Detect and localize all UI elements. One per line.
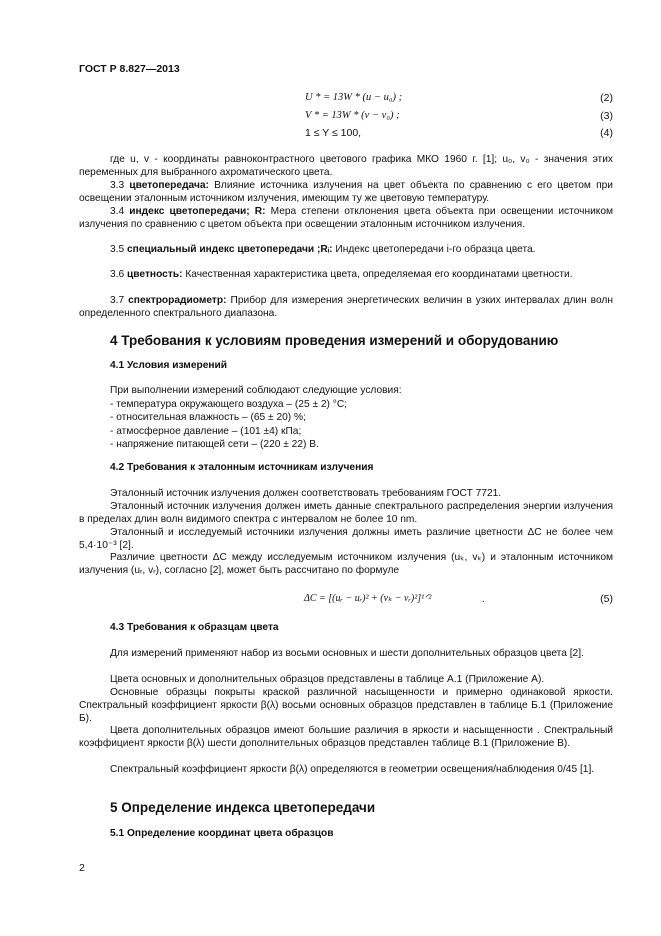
formula-5: ΔC = [(uᵣ − uᵣ)² + (vₖ − vᵣ)²]¹ᐟ² (304, 593, 432, 604)
section-4-heading: 4 Требования к условиям проведения измерений и оборудованию (110, 333, 559, 348)
definition-term: индекс цветопередачи; R: (129, 206, 266, 217)
page-number: 2 (79, 862, 85, 874)
paragraph-4-2-3: Эталонный и исследуемый источники излучения должны иметь различие цветности ΔC не более чем 5,4·10⁻³ [2]. (79, 527, 613, 551)
list-item: - напряжение питающей сети – (220 ± 22) В. (110, 439, 319, 451)
paragraph-where: где u, v - координаты равноконтрастного цветового графика МКО 1960 г. [1]; u₀, v₀ - значения этих переменных для выбранного ахроматического цвета. (79, 154, 613, 178)
formula-3: V * = 13W * (v − v₀) ; (305, 110, 400, 121)
section-5-heading: 5 Определение индекса цветопередачи (110, 800, 376, 815)
definition-3-4: 3.4 индекс цветопередачи; R: Мера степени отклонения цвета объекта при освещении источником излучения по сравнению с цветом объекта при освещении эталонным источником излучения. (79, 206, 613, 230)
document-header: ГОСТ Р 8.827—2013 (79, 63, 180, 75)
formula-5-number: (5) (600, 593, 613, 605)
formula-4-number: (4) (600, 127, 613, 139)
formula-5-dot: . (482, 593, 485, 605)
formula-3-number: (3) (600, 110, 613, 122)
formula-4: 1 ≤ Y ≤ 100, (305, 127, 362, 139)
section-4-2-heading: 4.2 Требования к эталонным источникам излучения (110, 462, 374, 473)
definition-3-5: 3.5 специальный индекс цветопередачи ;Rᵢ: Индекс цветопередачи i-го образца цвета. (110, 244, 536, 255)
paragraph-4-3-5: Спектральный коэффициент яркости β(λ) определяются в геометрии освещения/наблюдения 0/45 [1]. (110, 764, 595, 775)
definition-3-7: 3.7 спектрорадиометр: Прибор для измерения энергетических величин в узких интервалах длин волн определенного спектрального диапазона. (79, 295, 613, 319)
definition-3-6: 3.6 цветность: Качественная характеристика цвета, определяемая его координатами цветности. (110, 269, 573, 280)
section-4-3-heading: 4.3 Требования к образцам цвета (110, 622, 279, 633)
list-item: - температура окружающего воздуха – (25 ± 2) °С; (110, 398, 348, 410)
list-item: - относительная влажность – (65 ± 20) %; (110, 412, 306, 424)
paragraph-4-3-2: Цвета основных и дополнительных образцов представлены в таблице А.1 (Приложение А). (110, 674, 545, 685)
conditions-intro: При выполнении измерений соблюдают следующие условия: (110, 385, 402, 396)
definition-term: цветопередача: (129, 180, 209, 191)
paragraph-4-3-1: Для измерений применяют набор из восьми основных и шести дополнительных образцов цвета [2]. (110, 648, 584, 659)
paragraph-4-2-2: Эталонный источник излучения должен иметь данные спектрального распределения энергии излучения в пределах длин волн видимого спектра с интервалом не более 10 nm. (79, 501, 613, 525)
definition-term: специальный индекс цветопередачи ;Rᵢ: (127, 244, 333, 255)
list-item: - атмосферное давление – (101 ±4) кПа; (110, 425, 302, 437)
definition-3-3: 3.3 цветопередача: Влияние источника излучения на цвет объекта по сравнению с его цветом при освещении эталонным источником излучения, имеющим ту же цветовую температуру. (79, 180, 613, 204)
definition-term: спектрорадиометр: (128, 295, 227, 306)
paragraph-4-2-1: Эталонный источник излучения должен соответствовать требованиям ГОСТ 7721. (110, 488, 502, 499)
formula-2: U * = 13W * (u − u₀) ; (305, 92, 403, 103)
formula-2-number: (2) (600, 92, 613, 104)
paragraph-4-3-3: Основные образцы покрыты краской различной насыщенности и примерно одинаковой яркости. Спектральный коэффициент яркости β(λ) восьми основных образцов представлен в таблице Б.1 (Приложение Б). (79, 687, 613, 724)
section-5-1-heading: 5.1 Определение координат цвета образцов (110, 828, 334, 839)
section-4-1-heading: 4.1 Условия измерений (110, 360, 228, 371)
conditions-list (110, 384, 402, 452)
paragraph-4-2-4: Различие цветности ΔC между исследуемым источником излучения (uₖ, vₖ) и эталонным источником излучения (uᵣ, vᵣ), согласно [2], может быть рассчитано по формуле (79, 552, 613, 576)
paragraph-4-3-4: Цвета дополнительных образцов имеют большие различия в яркости и насыщенности . Спектральный коэффициент яркости β(λ) шести дополнительных образцов представлен таблице В.1 (Приложение В). (79, 725, 613, 749)
definition-term: цветность: (127, 269, 183, 280)
